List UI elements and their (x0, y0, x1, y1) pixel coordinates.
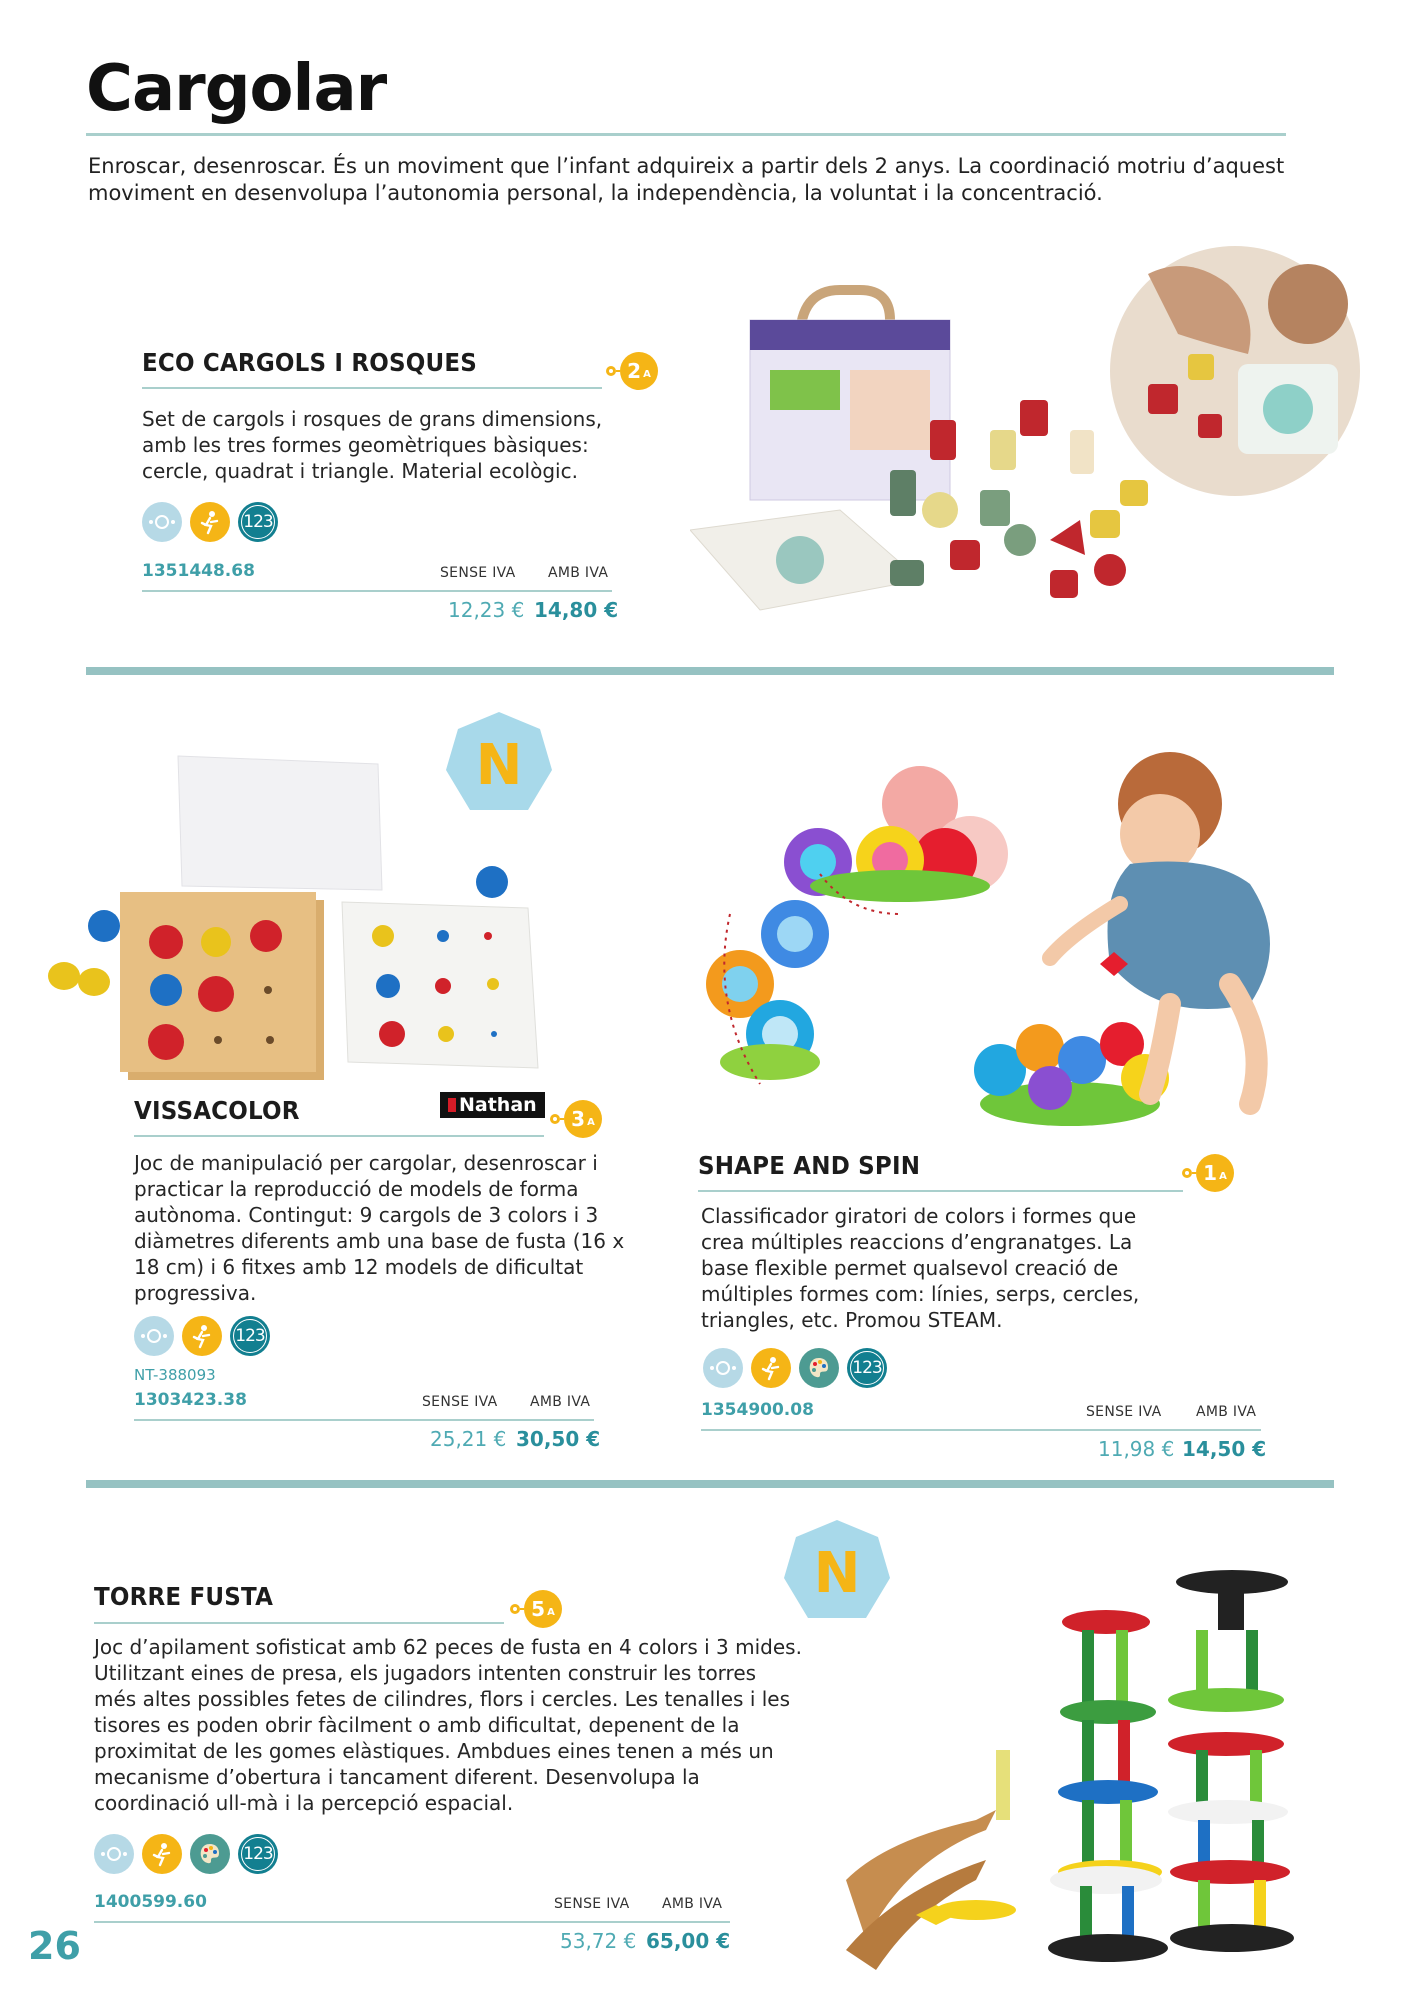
math-icon: 123 (847, 1348, 887, 1388)
price-label-net: SENSE IVA (422, 1394, 498, 1410)
price-label-gross: AMB IVA (530, 1394, 591, 1410)
product-title-rule (698, 1190, 1183, 1192)
product-title: SHAPE AND SPIN (698, 1151, 921, 1180)
math-icon: 123 (238, 1834, 278, 1874)
svg-text:N: N (813, 1541, 861, 1606)
price-gross: 65,00 € (646, 1929, 731, 1953)
price-label-net: SENSE IVA (440, 565, 516, 581)
sensory-icon (703, 1348, 743, 1388)
price-net: 25,21 € (430, 1427, 507, 1451)
shape-and-spin-product-image (690, 744, 1340, 1144)
product-title-rule (134, 1135, 544, 1137)
product-title-rule-line (94, 1622, 504, 1624)
sensory-icon (94, 1834, 134, 1874)
product-description: Set de cargols i rosques de grans dimensions, amb les tres formes geomètriques bàsiques: cercle, quadrat i triangle. Material ecològic. (142, 407, 603, 483)
product-title-rule (142, 387, 602, 389)
math-icon: 123 (230, 1316, 270, 1356)
skill-icons (94, 1834, 278, 1874)
svg-text:N: N (475, 733, 523, 798)
product-title: TORRE FUSTA (94, 1582, 274, 1611)
product-description: Joc de manipulació per cargolar, desenroscar i practicar la reproducció de models de forma autònoma. Contingut: 9 cargols de 3 colors i 3 diàmetres diferents amb una base de fusta (16 x 18 cm) i 6 fitxes amb 12 models de dificultat progressiva. (134, 1151, 625, 1305)
price-gross: 30,50 € (516, 1427, 601, 1451)
product-code: 1351448.68 (142, 561, 255, 581)
price-net: 53,72 € (560, 1929, 637, 1953)
skill-icons (134, 1316, 270, 1356)
price-rule (134, 1419, 594, 1421)
age-badge: 5 A (510, 1590, 562, 1628)
motor-icon (142, 1834, 182, 1874)
motor-icon (751, 1348, 791, 1388)
product-code: 1400599.60 (94, 1892, 207, 1912)
palette-icon (799, 1348, 839, 1388)
price-label-net: SENSE IVA (554, 1896, 630, 1912)
price-gross: 14,80 € (534, 598, 619, 622)
intro-text: Enroscar, desenroscar. És un moviment que l’infant adquireix a partir dels 2 anys. La coordinació motriu d’aquest moviment en desenvolupa l’autonomia personal, la independència, la voluntat i la concentració. (88, 154, 1285, 205)
age-badge: 1 A (1182, 1154, 1234, 1192)
motor-icon (190, 502, 230, 542)
section-divider (86, 1480, 1334, 1488)
section-divider (86, 667, 1334, 675)
page-title: Cargolar (86, 52, 387, 126)
price-rule (142, 590, 612, 592)
price-net: 12,23 € (448, 598, 525, 622)
math-icon: 123 (238, 502, 278, 542)
palette-icon (190, 1834, 230, 1874)
motor-icon (182, 1316, 222, 1356)
page-number: 26 (28, 1924, 81, 1968)
price-label-net: SENSE IVA (1086, 1404, 1162, 1420)
product-title: ECO CARGOLS I ROSQUES (142, 348, 477, 377)
skill-icons (142, 502, 278, 542)
title-divider (86, 133, 1286, 136)
price-rule (94, 1921, 730, 1923)
product-reference: NT-388093 (134, 1366, 216, 1384)
price-gross: 14,50 € (1182, 1437, 1267, 1461)
price-rule (701, 1429, 1261, 1431)
price-label-gross: AMB IVA (548, 565, 609, 581)
child-playing-photo (1108, 244, 1362, 498)
sensory-icon (142, 502, 182, 542)
price-label-gross: AMB IVA (662, 1896, 723, 1912)
product-code: 1354900.08 (701, 1400, 814, 1420)
skill-icons (703, 1348, 887, 1388)
torre-fusta-product-image (846, 1560, 1326, 1980)
sensory-icon (134, 1316, 174, 1356)
product-code: 1303423.38 (134, 1390, 247, 1410)
age-badge: 2 A (606, 352, 658, 390)
age-badge: 3 A (550, 1100, 602, 1138)
vissacolor-product-image (48, 750, 548, 1080)
price-net: 11,98 € (1098, 1437, 1175, 1461)
product-title: VISSACOLOR (134, 1096, 300, 1125)
brand-logo: Nathan (440, 1092, 545, 1118)
product-description: Classificador giratori de colors i formes que crea múltiples reaccions d’engranatges. La base flexible permet qualsevol creació de múltiples formes com: línies, serps, cercles, triangles, etc. Promou STEAM. (701, 1204, 1140, 1332)
price-label-gross: AMB IVA (1196, 1404, 1257, 1420)
product-description: Joc d’apilament sofisticat amb 62 peces de fusta en 4 colors i 3 mides. Utilitzant eines de presa, els jugadors intenten construir les torres més altes possibles fetes de cilindres, flors i cercles. Les tenalles i les tisores es poden obrir fàcilment o amb dificultat, depenent de la proximitat de les gomes elàstiques. Ambdues eines tenen a més un mecanisme d’obertura i tancament diferent. Desenvolupa la coordinació ull-mà i la percepció espacial. (94, 1635, 802, 1815)
